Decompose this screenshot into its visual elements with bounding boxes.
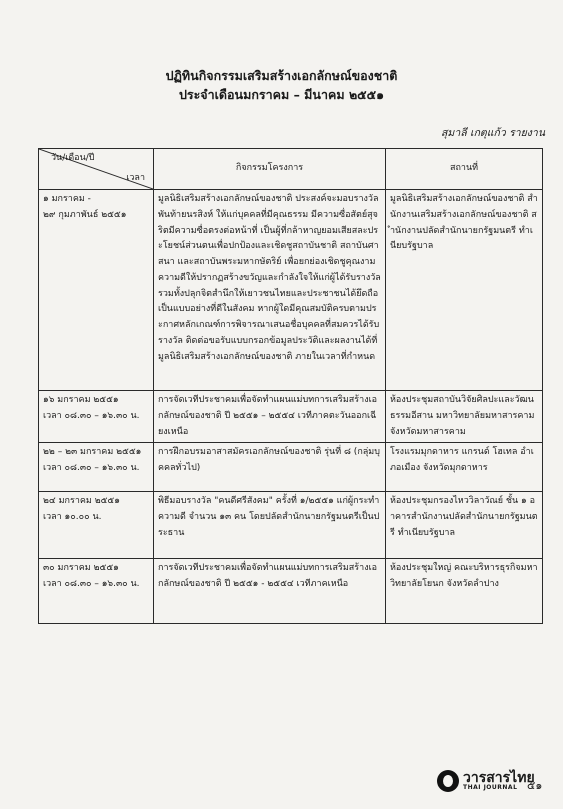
table-row bbox=[39, 559, 543, 624]
document-subtitle: ประจำเดือนมกราคม – มีนาคม ๒๕๕๑ bbox=[178, 87, 385, 102]
header-time-label: เวลา bbox=[126, 173, 145, 184]
document-title: ปฏิทินกิจกรรมเสริมสร้างเอกลักษณ์ของชาติ bbox=[165, 68, 398, 83]
reporter-credit: สุมาลี เกตุแก้ว รายงาน bbox=[440, 127, 545, 139]
journal-logo-text bbox=[463, 771, 535, 791]
journal-name-thai: วารสารไทย bbox=[463, 770, 535, 786]
place-cell: ห้องประชุมสถาบันวิจัยศิลปะและวัฒนธรรมอีสาน มหาวิทยาลัยมหาสารคาม จังหวัดมหาสารคาม bbox=[386, 391, 543, 443]
activity-calendar-table bbox=[38, 148, 543, 624]
date-cell: ๒๒ – ๒๓ มกราคม ๒๕๕๑ เวลา ๐๘.๓๐ – ๑๖.๓๐ น. bbox=[39, 443, 154, 492]
header-place-cell: สถานที่ bbox=[386, 149, 543, 190]
table-row bbox=[39, 190, 543, 391]
date-cell: ๓๐ มกราคม ๒๕๕๑ เวลา ๐๘.๓๐ – ๑๖.๓๐ น. bbox=[39, 559, 154, 624]
activity-cell: การจัดเวทีประชาคมเพื่อจัดทำแผนแม่บทการเสริมสร้างเอกลักษณ์ของชาติ ปี ๒๕๕๑ – ๒๕๕๔ เวทีภาคตะวันออกเฉียงเหนือ bbox=[154, 391, 386, 443]
header-date-label: วัน/เดือน/ปี bbox=[51, 153, 95, 163]
header-date-cell bbox=[39, 149, 154, 190]
journal-name-english: THAI JOURNAL bbox=[463, 784, 518, 791]
place-cell: ห้องประชุมกรองไหววิลาวัณย์ ชั้น ๑ อาคารสำนักงานปลัดสำนักนายกรัฐมนตรี ทำเนียบรัฐบาล bbox=[386, 492, 543, 559]
table-row bbox=[39, 391, 543, 443]
place-cell: ห้องประชุมใหญ่ คณะบริหารธุรกิจมหาวิทยาลัยโยนก จังหวัดลำปาง bbox=[386, 559, 543, 624]
activity-cell: การฝึกอบรมอาสาสมัครเอกลักษณ์ของชาติ รุ่นที่ ๘ (กลุ่มบุคคลทั่วไป) bbox=[154, 443, 386, 492]
table-row bbox=[39, 492, 543, 559]
date-cell: ๑ มกราคม - ๒๙ กุมภาพันธ์ ๒๕๕๑ bbox=[39, 190, 154, 391]
activity-cell: พิธีมอบรางวัล "คนดีศรีสังคม" ครั้งที่ ๑/๒๕๕๑ แก่ผู้กระทำความดี จำนวน ๑๓ คน โดยปลัดสำนักนายกรัฐมนตรีเป็นประธาน bbox=[154, 492, 386, 559]
header-activity-cell: กิจกรรมโครงการ bbox=[154, 149, 386, 190]
place-cell: โรงแรมมุกดาหาร แกรนด์ โฮเทล อำเภอเมือง จังหวัดมุกดาหาร bbox=[386, 443, 543, 492]
page-number: ๕๑ bbox=[527, 779, 543, 792]
journal-logo bbox=[437, 770, 535, 792]
table-header-row bbox=[39, 149, 543, 190]
activity-cell: การจัดเวทีประชาคมเพื่อจัดทำแผนแม่บทการเสริมสร้างเอกลักษณ์ของชาติ ปี ๒๕๕๑ - ๒๕๕๔ เวทีภาคเหนือ bbox=[154, 559, 386, 624]
place-cell: มูลนิธิเสริมสร้างเอกลักษณ์ของชาติ สำนักงานเสริมสร้างเอกลักษณ์ของชาติ สำนักงานปลัดสำนักนายกรัฐมนตรี ทำเนียบรัฐบาล bbox=[386, 190, 543, 391]
date-cell: ๑๖ มกราคม ๒๕๕๑ เวลา ๐๘.๓๐ – ๑๖.๓๐ น. bbox=[39, 391, 154, 443]
table-row bbox=[39, 443, 543, 492]
activity-cell: มูลนิธิเสริมสร้างเอกลักษณ์ของชาติ ประสงค์จะมอบรางวัลพันท้ายนรสิงห์ ให้แก่บุคคลที่มีคุณธรรม มีความซื่อสัตย์สุจริตมีความซื่อตรงต่อหน้าที่ เป็นผู้ที่กล้าหาญยอมเสียสละประโยชน์ส่วนตนเพื่อปกป้องและเชิดชูสถาบันชาติ สถาบันศาสนา และสถาบันพระมหากษัตริย์ เพื่อยกย่องเชิดชูคุณงามความดีให้ปรากฏสร้างขวัญและกำลังใจให้แก่ผู้ได้รับรางวัล รวมทั้งปลุกจิตสำนึกให้เยาวชนไทยและประชาชนได้ยึดถือเป็นแบบอย่างที่ดีในสังคม หากผู้ใดมีคุณสมบัติครบตามประกาศหลักเกณฑ์การพิจารณาเสนอชื่อบุคคลที่สมควรได้รับรางวัล ติดต่อขอรับแบบกรอกข้อมูลประวัติและผลงานได้ที่มูลนิธิเสริมสร้างเอกลักษณ์ของชาติ ภายในเวลาที่กำหนด bbox=[154, 190, 386, 391]
date-cell: ๒๔ มกราคม ๒๕๕๑ เวลา ๑๐.๐๐ น. bbox=[39, 492, 154, 559]
journal-logo-icon bbox=[437, 770, 459, 792]
